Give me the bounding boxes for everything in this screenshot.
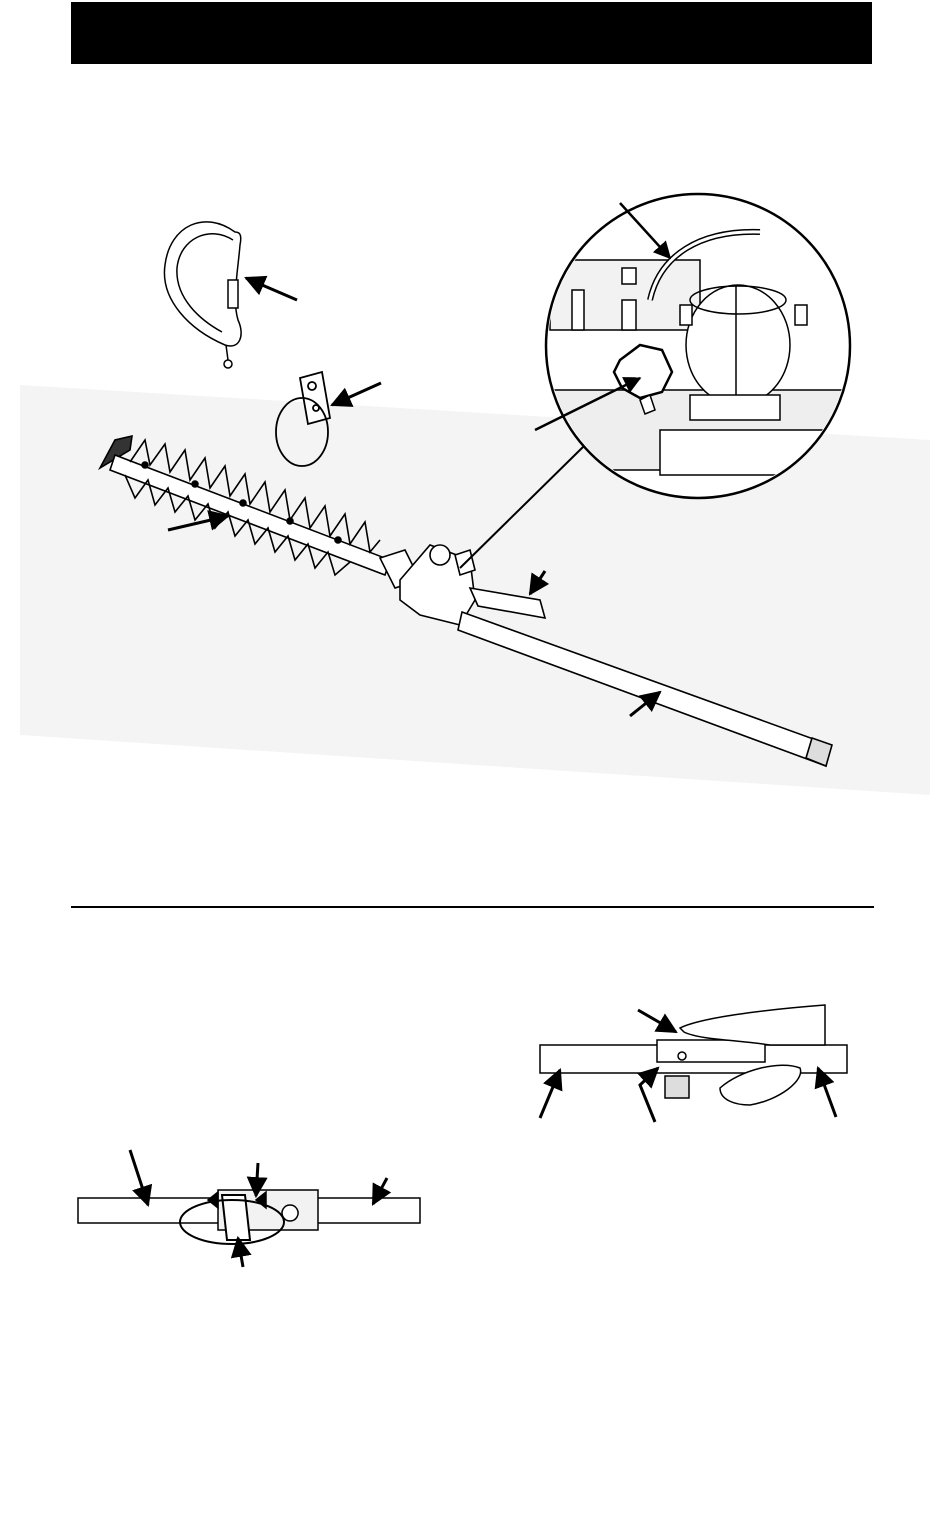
callout-arrow — [256, 1163, 258, 1196]
callout-arrow — [238, 1238, 243, 1267]
section-divider — [71, 906, 874, 908]
callout-arrow — [640, 1068, 658, 1122]
callout-arrow — [540, 1070, 560, 1118]
shaft-coupler-hand-grip-icon — [540, 1005, 847, 1105]
callout-arrow — [818, 1068, 836, 1117]
shaft-coupler-rotation-icon — [78, 1190, 420, 1244]
shoulder-strap-icon — [164, 222, 241, 368]
callout-arrow — [246, 278, 297, 300]
callout-arrow — [332, 383, 381, 405]
callout-arrow — [130, 1150, 148, 1205]
callout-arrow — [638, 1010, 676, 1032]
